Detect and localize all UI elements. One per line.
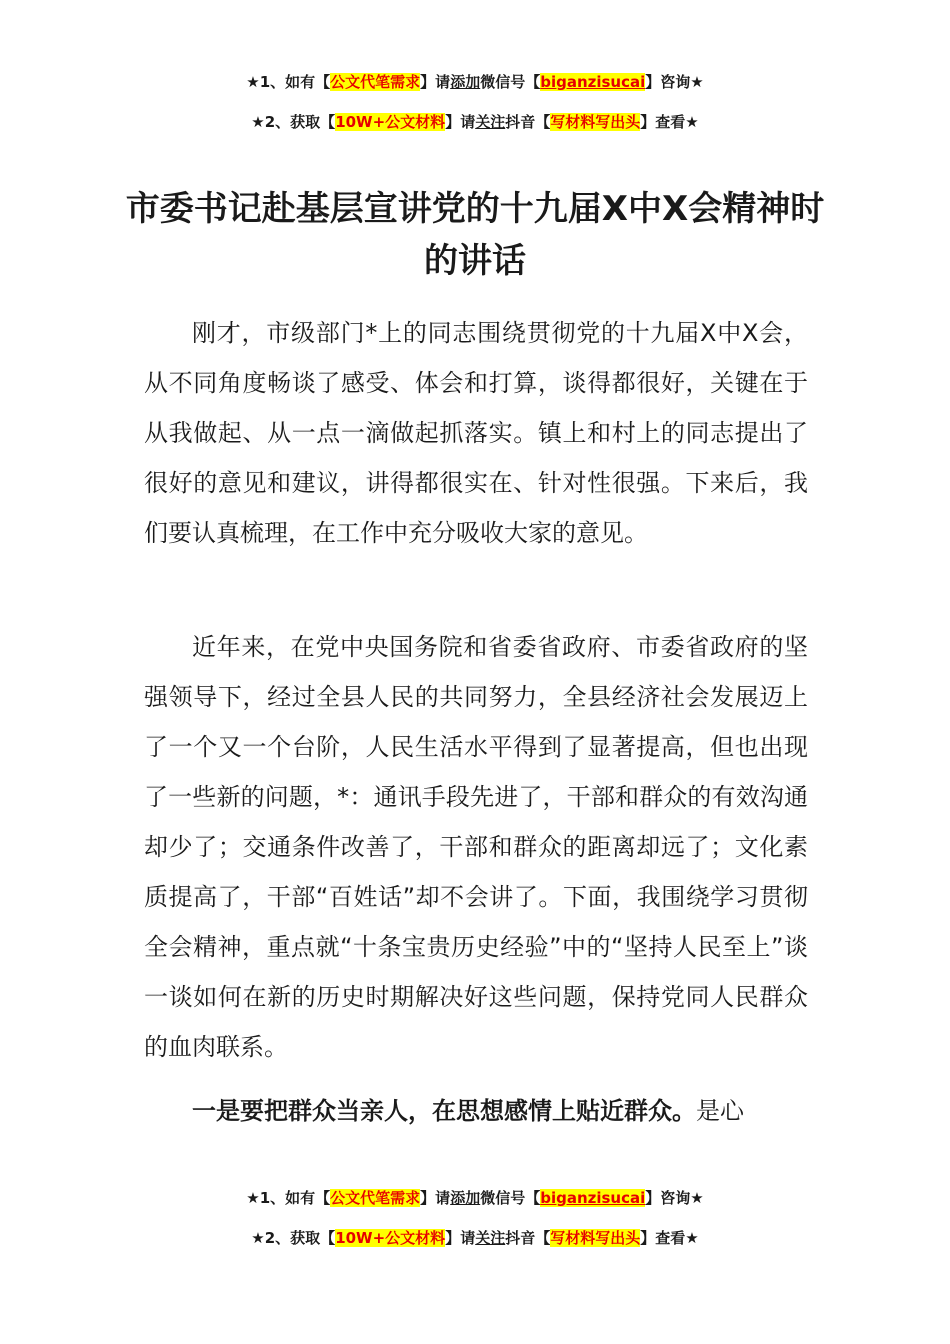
- wechat-id-link[interactable]: biganzisucai: [540, 1189, 646, 1207]
- promo-text: 】请: [420, 1189, 451, 1207]
- promo-text: 抖音【: [505, 113, 551, 131]
- promo-text: 微信号【: [480, 73, 541, 91]
- body-paragraph-3: [144, 1086, 808, 1136]
- promo-underline-add: 添加: [450, 73, 481, 91]
- paragraph-bold-lead: 一是要把群众当亲人，在思想感情上贴近群众。: [192, 1097, 696, 1125]
- promo-underline-follow: 关注: [475, 1229, 506, 1247]
- promo-prefix: ★1、如有【: [246, 1189, 331, 1207]
- promo-prefix: ★2、获取【: [251, 1229, 336, 1247]
- promo-highlight-service: 公文代笔需求: [330, 73, 421, 91]
- promo-suffix: 】查看★: [640, 1229, 699, 1247]
- promo-suffix: 】咨询★: [645, 73, 704, 91]
- wechat-id-link[interactable]: biganzisucai: [540, 73, 646, 91]
- promo-text: 微信号【: [480, 1189, 541, 1207]
- promo-underline-add: 添加: [450, 1189, 481, 1207]
- promo-text: 】请: [445, 113, 476, 131]
- promo-highlight-douyin: 写材料写出头: [550, 113, 641, 131]
- promo-text: 抖音【: [505, 1229, 551, 1247]
- body-paragraph-2: 近年来，在党中央国务院和省委省政府、市委省政府的坚强领导下，经过全县人民的共同努力，全县经济社会发展迈上了一个又一个台阶，人民生活水平得到了显著提高，但也出现了一些新的问题，*：通讯手段先进了，干部和群众的有效沟通却少了；交通条件改善了，干部和群众的距离却远了；文化素质提高了，干部“百姓话”却不会讲了。下面，我围绕学习贯彻全会精神，重点就“十条宝贵历史经验”中的“坚持人民至上”谈一谈如何在新的历史时期解决好这些问题，保持党同人民群众的血肉联系。: [144, 633, 808, 1061]
- body-paragraph-1: 刚才，市级部门*上的同志围绕贯彻党的十九届X中X会，从不同角度畅谈了感受、体会和打算，谈得都很好，关键在于从我做起、从一点一滴做起抓落实。镇上和村上的同志提出了很好的意见和建议，讲得都很实在、针对性很强。下来后，我们要认真梳理，在工作中充分吸收大家的意见。: [144, 319, 808, 547]
- footer-promo-line-2: [0, 1228, 950, 1248]
- promo-prefix: ★2、获取【: [251, 113, 336, 131]
- paragraph-text: 是心: [696, 1097, 744, 1125]
- promo-suffix: 】查看★: [640, 113, 699, 131]
- header-promo-line-1: [0, 72, 950, 92]
- footer-promo-line-1: [0, 1188, 950, 1208]
- promo-text: 】请: [420, 73, 451, 91]
- promo-highlight-materials: 10W+公文材料: [335, 1229, 446, 1247]
- document-title: 市委书记赴基层宣讲党的十九届X中X会精神时的讲话: [125, 189, 825, 281]
- promo-prefix: ★1、如有【: [246, 73, 331, 91]
- promo-text: 】请: [445, 1229, 476, 1247]
- promo-underline-follow: 关注: [475, 113, 506, 131]
- promo-suffix: 】咨询★: [645, 1189, 704, 1207]
- promo-highlight-materials: 10W+公文材料: [335, 113, 446, 131]
- promo-highlight-service: 公文代笔需求: [330, 1189, 421, 1207]
- header-promo-line-2: [0, 112, 950, 132]
- promo-highlight-douyin: 写材料写出头: [550, 1229, 641, 1247]
